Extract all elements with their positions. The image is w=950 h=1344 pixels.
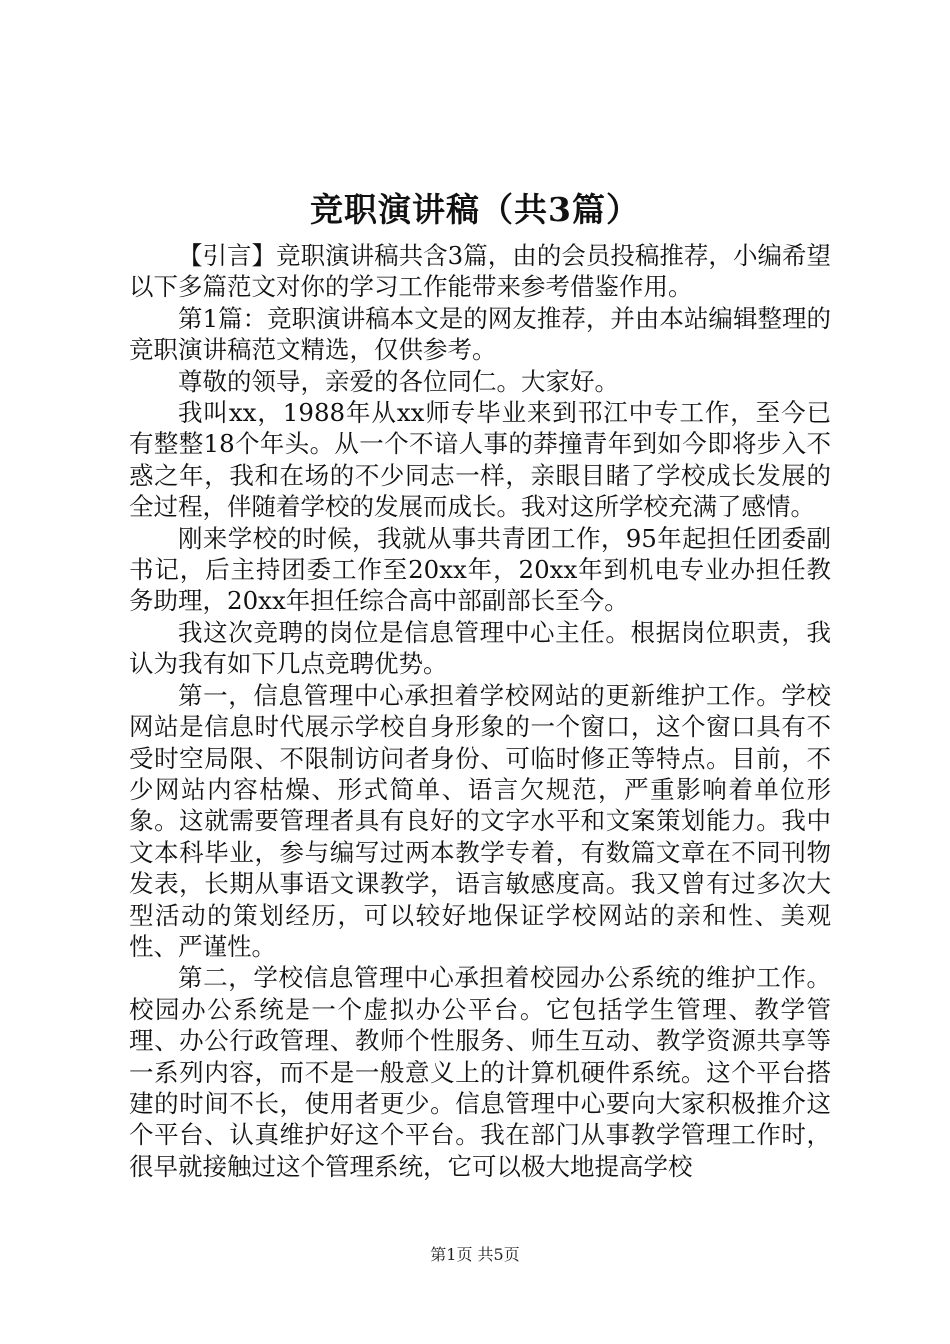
paragraph-work-history: 刚来学校的时候，我就从事共青团工作，95年起担任团委副书记，后主持团委工作至20xx年，20xx年到机电专业办担任教务助理，20xx年担任综合高中部副部长至今。 <box>129 523 831 616</box>
paragraph-intro: 【引言】竞职演讲稿共含3篇，由的会员投稿推荐，小编希望以下多篇范文对你的学习工作能带来参考借鉴作用。 <box>129 241 831 302</box>
document-title: 竞职演讲稿（共3篇） <box>310 190 640 229</box>
paragraph-advantage-1: 第一，信息管理中心承担着学校网站的更新维护工作。学校网站是信息时代展示学校自身形象的一个窗口，这个窗口具有不受时空局限、不限制访问者身份、可临时修正等特点。目前，不少网站内容枯燥、形式简单、语言欠规范，严重影响着单位形象。这就需要管理者具有良好的文字水平和文案策划能力。我中文本科毕业，参与编写过两本教学专着，有数篇文章在不同刊物发表，长期从事语文课教学，语言敏感度高。我又曾有过多次大型活动的策划经历，可以较好地保证学校网站的亲和性、美观性、严谨性。 <box>129 680 831 961</box>
page-footer: 第1页 共5页 <box>430 1245 520 1264</box>
paragraph-greeting: 尊敬的领导，亲爱的各位同仁。大家好。 <box>178 366 619 396</box>
paragraph-advantage-2: 第二，学校信息管理中心承担着校园办公系统的维护工作。校园办公系统是一个虚拟办公平台。它包括学生管理、教学管理、办公行政管理、教师个性服务、师生互动、教学资源共享等一系列内容，而不是一般意义上的计算机硬件系统。这个平台搭建的时间不长，使用者更少。信息管理中心要向大家积极推介这个平台、认真维护好这个平台。我在部门从事教学管理工作时，很早就接触过这个管理系统，它可以极大地提高学校 <box>129 963 831 1181</box>
paragraph-part-1: 第1篇：竞职演讲稿本文是的网友推荐，并由本站编辑整理的竞职演讲稿范文精选，仅供参考。 <box>129 303 831 365</box>
document-body <box>129 240 831 1182</box>
paragraph-position: 我这次竞聘的岗位是信息管理中心主任。根据岗位职责，我认为我有如下几点竞聘优势。 <box>129 617 831 679</box>
paragraph-self-intro: 我叫xx，1988年从xx师专毕业来到邗江中专工作，至今已有整整18个年头。从一个不谙人事的莽撞青年到如今即将步入不惑之年，我和在场的不少同志一样，亲眼目睹了学校成长发展的全过程，伴随着学校的发展而成长。我对这所学校充满了感情。 <box>129 398 831 522</box>
